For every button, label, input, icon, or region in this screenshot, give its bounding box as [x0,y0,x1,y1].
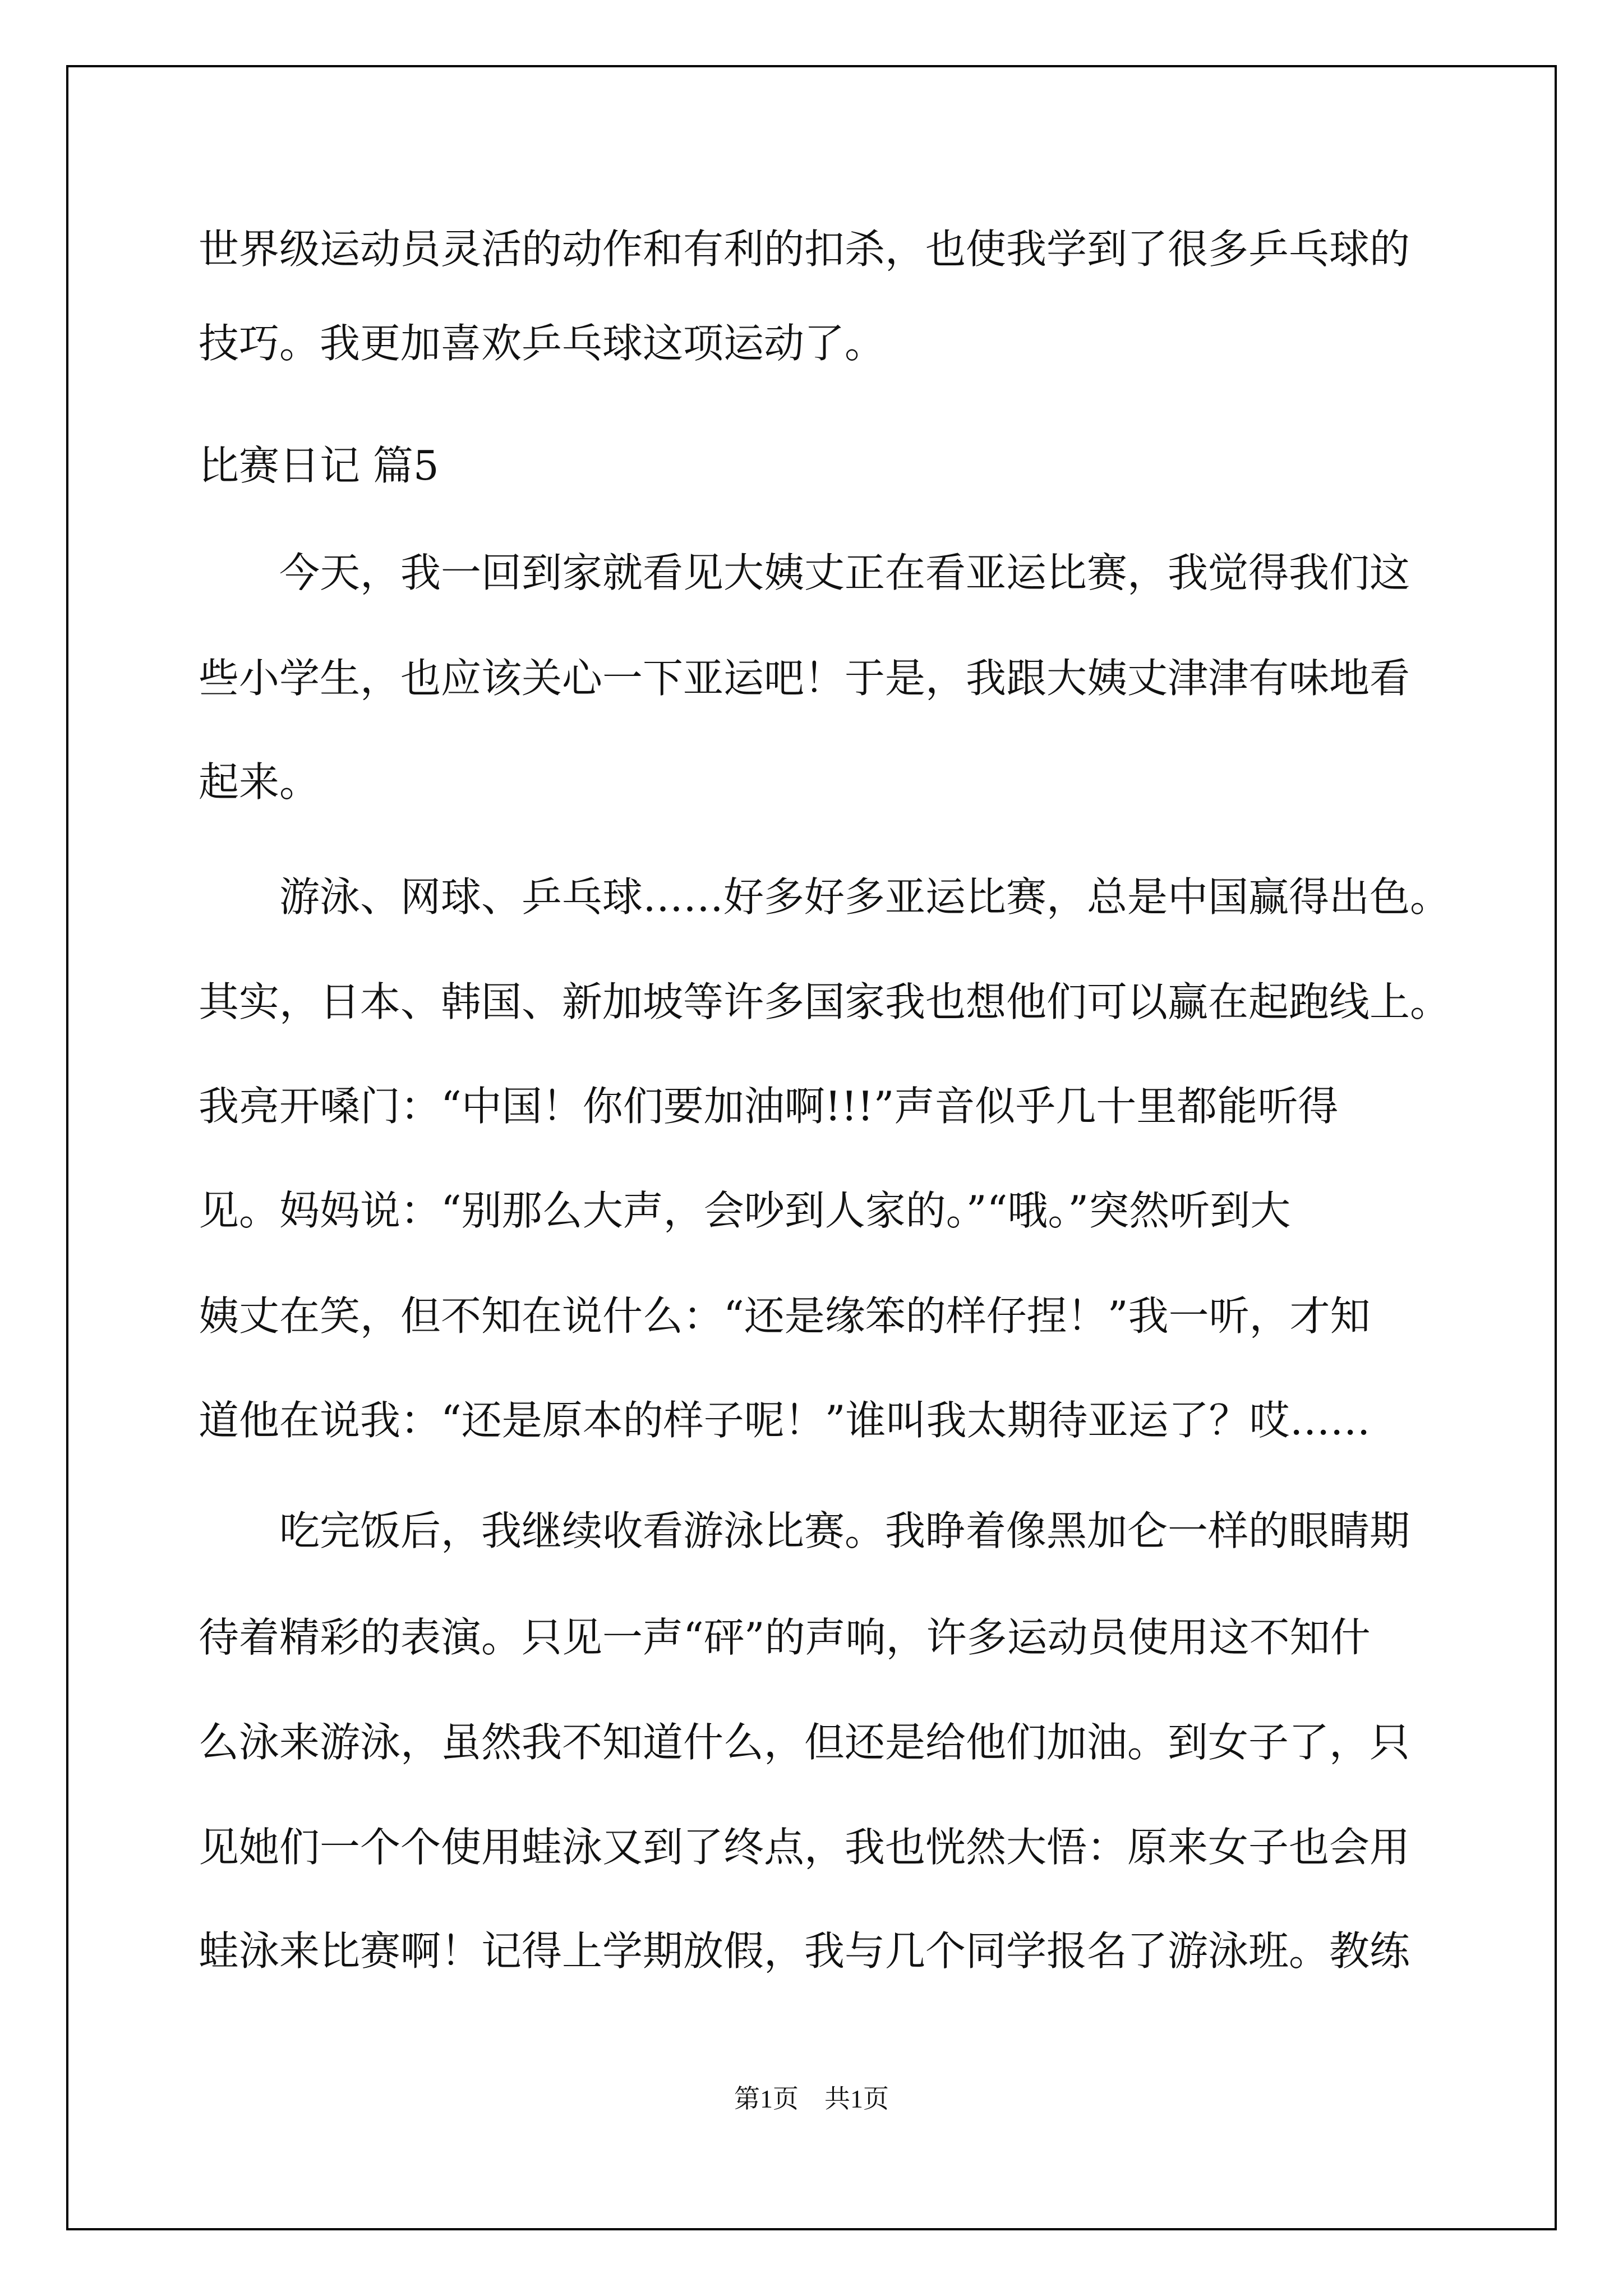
body-text-line: 蛙泳来比赛啊！记得上学期放假，我与几个同学报名了游泳班。教练 [199,1927,1410,1975]
body-text-line: 姨丈在笑，但不知在说什么：“还是缘笨的样仔捏！”我一听，才知 [199,1292,1371,1340]
body-text-line: 世界级运动员灵活的动作和有利的扣杀，也使我学到了很多乒乓球的 [199,226,1410,273]
body-text-line: 待着精彩的表演。只见一声“砰”的声响，许多运动员使用这不知什 [199,1614,1371,1661]
body-text-line: 见。妈妈说：“别那么大声，会吵到人家的。”“哦。”突然听到大 [199,1187,1291,1234]
section-heading: 比赛日记 篇5 [199,442,439,489]
body-text-line: 道他在说我：“还是原本的样子呢！”谁叫我太期待亚运了？哎…… [199,1397,1371,1444]
body-text-line: 技巧。我更加喜欢乒乓球这项运动了。 [199,320,886,367]
page-number-footer: 第1页 共1页 [734,2085,889,2113]
body-text-line: 些小学生，也应该关心一下亚运吧！于是，我跟大姨丈津津有味地看 [199,655,1410,702]
body-text-line: 么泳来游泳，虽然我不知道什么，但还是给他们加油。到女子了，只 [199,1719,1410,1766]
body-text-line: 起来。 [199,758,320,806]
body-text-line: 其实，日本、韩国、新加坡等许多国家我也想他们可以赢在起跑线上。 [199,978,1451,1025]
body-text-line: 见她们一个个使用蛙泳又到了终点，我也恍然大悟：原来女子也会用 [199,1824,1410,1871]
page-border [66,65,1557,2230]
body-text-line: 游泳、网球、乒乓球……好多好多亚运比赛，总是中国赢得出色。 [199,873,1451,921]
body-text-line: 我亮开嗓门：“中国！你们要加油啊!!!”声音似乎几十里都能听得 [199,1083,1339,1130]
body-text-line: 今天，我一回到家就看见大姨丈正在看亚运比赛，我觉得我们这 [199,549,1410,596]
body-text-line: 吃完饭后，我继续收看游泳比赛。我睁着像黑加仑一样的眼睛期 [199,1507,1410,1554]
